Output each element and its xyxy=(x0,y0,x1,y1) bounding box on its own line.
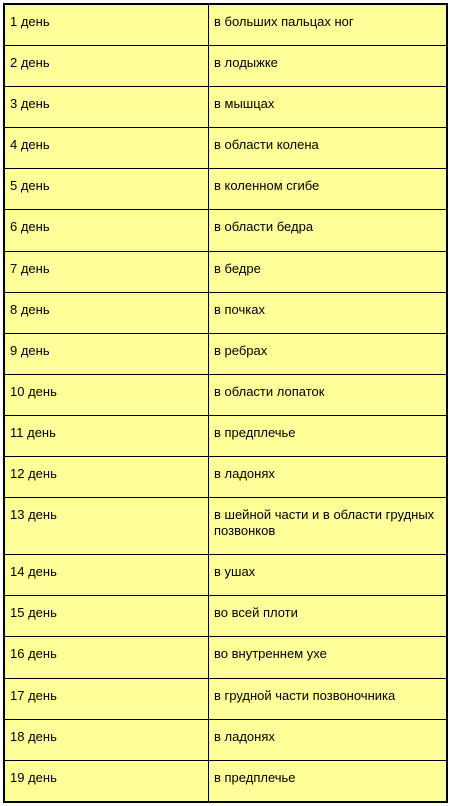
body-part-cell: в грудной части позвоночника xyxy=(209,678,447,719)
body-part-cell: в предплечье xyxy=(209,760,447,801)
body-part-cell: в шейной части и в области грудных позвонков xyxy=(209,498,447,555)
day-cell: 5 день xyxy=(5,169,209,210)
day-cell: 15 день xyxy=(5,596,209,637)
table-row xyxy=(5,415,447,456)
day-cell: 11 день xyxy=(5,415,209,456)
body-part-cell: в области колена xyxy=(209,128,447,169)
table-row xyxy=(5,128,447,169)
day-cell: 12 день xyxy=(5,457,209,498)
table-row xyxy=(5,292,447,333)
table-row xyxy=(5,5,447,46)
table-row xyxy=(5,251,447,292)
day-cell: 10 день xyxy=(5,374,209,415)
body-part-cell: в лодыжке xyxy=(209,46,447,87)
day-cell: 16 день xyxy=(5,637,209,678)
day-cell: 6 день xyxy=(5,210,209,251)
table-row xyxy=(5,498,447,555)
day-cell: 18 день xyxy=(5,719,209,760)
day-cell: 13 день xyxy=(5,498,209,555)
table-row xyxy=(5,457,447,498)
body-part-cell: в коленном сгибе xyxy=(209,169,447,210)
body-part-cell: в больших пальцах ног xyxy=(209,5,447,46)
day-table-container xyxy=(3,3,448,803)
table-row xyxy=(5,374,447,415)
day-cell: 4 день xyxy=(5,128,209,169)
body-part-cell: в почках xyxy=(209,292,447,333)
day-cell: 8 день xyxy=(5,292,209,333)
day-cell: 14 день xyxy=(5,555,209,596)
day-cell: 19 день xyxy=(5,760,209,801)
day-cell: 9 день xyxy=(5,333,209,374)
day-table-body xyxy=(5,5,447,802)
body-part-cell: в мышцах xyxy=(209,87,447,128)
body-part-cell: в области лопаток xyxy=(209,374,447,415)
body-part-cell: во внутреннем ухе xyxy=(209,637,447,678)
body-part-cell: в бедре xyxy=(209,251,447,292)
day-cell: 1 день xyxy=(5,5,209,46)
body-part-cell: в ребрах xyxy=(209,333,447,374)
table-row xyxy=(5,333,447,374)
table-row xyxy=(5,760,447,801)
table-row xyxy=(5,719,447,760)
day-cell: 17 день xyxy=(5,678,209,719)
table-row xyxy=(5,555,447,596)
body-part-cell: в области бедра xyxy=(209,210,447,251)
table-row xyxy=(5,169,447,210)
day-cell: 2 день xyxy=(5,46,209,87)
table-row xyxy=(5,46,447,87)
day-cell: 7 день xyxy=(5,251,209,292)
table-row xyxy=(5,637,447,678)
body-part-cell: во всей плоти xyxy=(209,596,447,637)
body-part-cell: в ладонях xyxy=(209,457,447,498)
table-row xyxy=(5,87,447,128)
body-part-cell: в ладонях xyxy=(209,719,447,760)
day-cell: 3 день xyxy=(5,87,209,128)
day-body-table xyxy=(4,4,447,802)
table-row xyxy=(5,210,447,251)
table-row xyxy=(5,596,447,637)
table-row xyxy=(5,678,447,719)
body-part-cell: в предплечье xyxy=(209,415,447,456)
body-part-cell: в ушах xyxy=(209,555,447,596)
